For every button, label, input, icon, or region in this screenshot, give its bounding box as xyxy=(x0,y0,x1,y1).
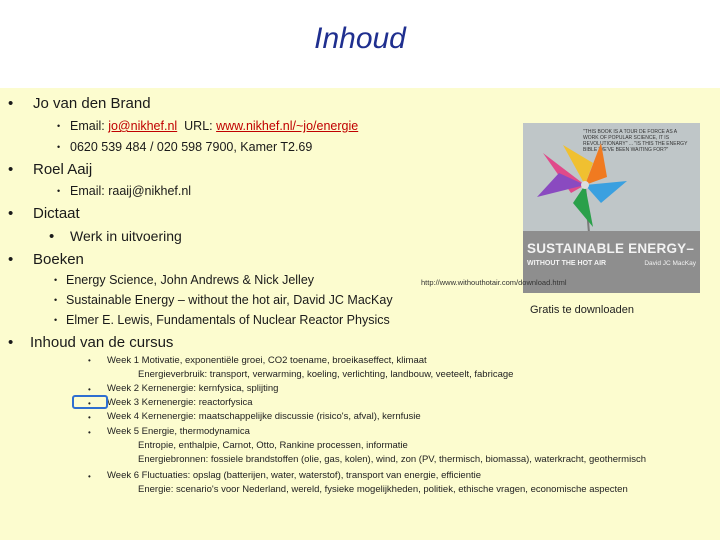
dictaat-heading: Dictaat xyxy=(33,205,80,222)
page-title: Inhoud xyxy=(314,22,406,55)
bullet: • xyxy=(54,295,58,305)
bullet: • xyxy=(88,428,91,437)
contact-jo-phone: 0620 539 484 / 020 598 7900, Kamer T2.69 xyxy=(70,140,313,154)
book-item: Energy Science, John Andrews & Nick Jelley xyxy=(66,273,315,287)
pinwheel-icon xyxy=(523,123,700,233)
book-cover-image xyxy=(523,123,700,293)
bullet: • xyxy=(57,121,61,131)
cover-subtitle: WITHOUT THE HOT AIR xyxy=(527,260,607,267)
book-item: Sustainable Energy – without the hot air, David JC MacKay xyxy=(66,293,393,307)
email-label: Email: xyxy=(70,119,109,133)
week-line: Week 1 Motivatie, exponentiële groei, CO2 toename, broeikaseffect, klimaat xyxy=(107,355,427,366)
bullet: • xyxy=(54,315,58,325)
week-line: Week 3 Kernenergie: reactorfysica xyxy=(107,397,253,408)
bullet: • xyxy=(88,399,91,408)
cover-blurb: "THIS BOOK IS A TOUR DE FORCE AS A WORK OF POPULAR SCIENCE, IT IS REVOLUTIONARY" ... "IS THIS THE ENERGY BIBLE WE'VE BEEN WAITING FOR?" xyxy=(583,129,688,153)
bullet: • xyxy=(57,142,61,152)
week-sub-line: Entropie, enthalpie, Carnot, Otto, Rankine processen, informatie xyxy=(138,440,408,451)
week-line: Week 4 Kernenergie: maatschappelijke discussie (risico's, afval), kernfusie xyxy=(107,411,421,422)
week-sub-line: Energie: scenario's voor Nederland, wereld, fysieke mogelijkheden, politiek, ethische vragen, economische aspecten xyxy=(138,484,628,495)
contact-roel-email: Email: raaij@nikhef.nl xyxy=(70,184,192,198)
book-caption: Gratis te downloaden xyxy=(530,304,634,316)
cursus-heading: Inhoud van de cursus xyxy=(30,334,174,351)
week-line: Week 5 Energie, thermodynamica xyxy=(107,426,250,437)
bullet: • xyxy=(88,356,91,365)
bullet: • xyxy=(49,228,55,245)
contact-jo-contact-line xyxy=(70,119,358,133)
highlight-box xyxy=(72,395,108,409)
bullet: • xyxy=(88,413,91,422)
bullet: • xyxy=(57,186,61,196)
boeken-heading: Boeken xyxy=(33,251,84,268)
dictaat-status: Werk in uitvoering xyxy=(70,228,182,244)
week-sub-line: Energieverbruik: transport, verwarming, koeling, verlichting, landbouw, veeteelt, fabricage xyxy=(138,369,514,380)
week-sub-line: Energiebronnen: fossiele brandstoffen (olie, gas, kolen), wind, zon (PV, thermisch, biomassa), waterkracht, geothermisch xyxy=(138,454,646,465)
book-item: Elmer E. Lewis, Fundamentals of Nuclear Reactor Physics xyxy=(66,313,390,327)
cover-author: David JC MacKay xyxy=(644,260,696,267)
bullet: • xyxy=(8,205,14,222)
contact-jo-name: Jo van den Brand xyxy=(33,95,151,112)
bullet: • xyxy=(88,385,91,394)
contact-roel-name: Roel Aaij xyxy=(33,161,93,178)
url-label: URL: xyxy=(184,119,217,133)
bullet: • xyxy=(8,334,14,351)
email-link[interactable]: jo@nikhef.nl xyxy=(108,119,178,133)
bullet: • xyxy=(54,275,58,285)
download-url[interactable]: http://www.withouthotair.com/download.html xyxy=(421,278,567,287)
bullet: • xyxy=(88,472,91,481)
week-line: Week 2 Kernenergie: kernfysica, splijting xyxy=(107,383,279,394)
bullet: • xyxy=(8,161,14,178)
cover-title: SUSTAINABLE ENERGY– xyxy=(527,241,695,256)
bullet: • xyxy=(8,251,14,268)
week-line: Week 6 Fluctuaties: opslag (batterijen, water, waterstof), transport van energie, efficientie xyxy=(107,470,482,481)
url-link[interactable]: www.nikhef.nl/~jo/energie xyxy=(216,119,359,133)
bullet: • xyxy=(8,95,14,112)
